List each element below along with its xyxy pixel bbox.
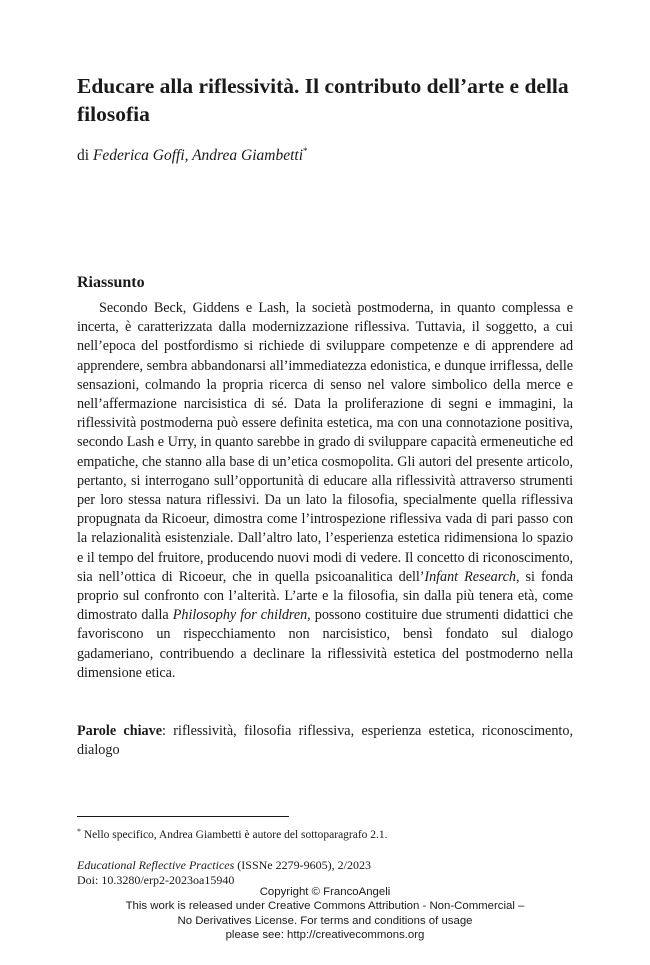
authors-prefix: di [77, 147, 93, 164]
abstract-italic-philosophy-for-children: Philosophy for children [172, 607, 308, 624]
footnote-marker: * [77, 827, 81, 836]
abstract-text-part-2: , si fonda proprio sul confronto con l’alterità. L’arte e la filosofia, sin dalla più tenera età, come dimostrato dalla [77, 568, 573, 624]
journal-title: Educational Reflective Practices [77, 858, 235, 872]
footnote [77, 828, 388, 843]
footnote-reference-marker: * [303, 146, 308, 156]
abstract-heading: Riassunto [77, 274, 145, 291]
footnote-text: Nello specifico, Andrea Giambetti è autore del sottoparagrafo 2.1. [81, 829, 388, 841]
license-notice [0, 885, 650, 943]
article-title: Educare alla riflessività. Il contributo dell’arte e della filosofia [77, 74, 569, 126]
doi: Doi: 10.3280/erp2-2023oa15940 [77, 873, 235, 887]
footnote-divider [77, 816, 289, 817]
license-line-1: This work is released under Creative Commons Attribution - Non-Commercial – [125, 900, 525, 913]
article-authors [77, 146, 308, 166]
copyright-line: Copyright © FrancoAngeli [259, 886, 391, 898]
abstract-text-part-1: Secondo Beck, Giddens e Lash, la società postmoderna, in quanto complessa e incerta, è caratterizzata dalla modernizzazione riflessiva. Tuttavia, il soggetto, a cui nell’epoca del postfordismo si richiede di sviluppare competenze e di apprendere ad apprendere, sembra abbandonarsi all’immediatezza edonistica, e dunque irriflessa, delle sensazioni, colmando la propria ricerca di senso nel valore simbolico della merce e nell’affermazione narcisistica di sé. Data la proliferazione di segni e immagini, la riflessività postmoderna può essere definita estetica, ma con una connotazione positiva, secondo Lash e Urry, in quanto sarebbe in grado di sviluppare capacità ermeneutiche ed empatiche, che stanno alla base di un’etica cosmopolita. Gli autori del presente articolo, pertanto, si interrogano sull’opportunità di educare alla riflessività attraverso strumenti per loro stessa natura riflessivi. Da un lato la filosofia, specialmente quella riflessiva propugnata da Ricoeur, dimostra come l’introspezione riflessiva vada di pari passo con la relazionalità esistenziale. Dall’altro lato, l’esperienza estetica ridimensiona lo spazio e il tempo del fruitore, producendo nuovi modi di vedere. Il concetto di riconoscimento, sia nell’ottica di Ricoeur, che in quella psicoanalitica dell’ [77, 300, 573, 585]
license-link: please see: http://creativecommons.org [225, 929, 425, 942]
abstract-body [77, 299, 573, 683]
keywords-label: Parole chiave [77, 723, 163, 739]
keywords [77, 722, 573, 760]
keywords-list: : riflessività, filosofia riflessiva, esperienza estetica, riconoscimento, dialogo [77, 723, 573, 759]
journal-citation [77, 858, 371, 873]
journal-details: (ISSNe 2279-9605), 2/2023 [234, 858, 371, 872]
license-line-2: No Derivatives License. For terms and conditions of usage [177, 914, 473, 927]
abstract-italic-infant-research: Infant Research [424, 568, 516, 585]
author-names: Federica Goffi, Andrea Giambetti [92, 147, 304, 164]
abstract-text-part-3: , possono costituire due strumenti didattici che favoriscono un rispecchiamento non narcisistico, bensì fondato sul dialogo gadameriano, contribuendo a declinare la riflessività estetica del postmoderno nella dimensione etica. [77, 607, 573, 681]
